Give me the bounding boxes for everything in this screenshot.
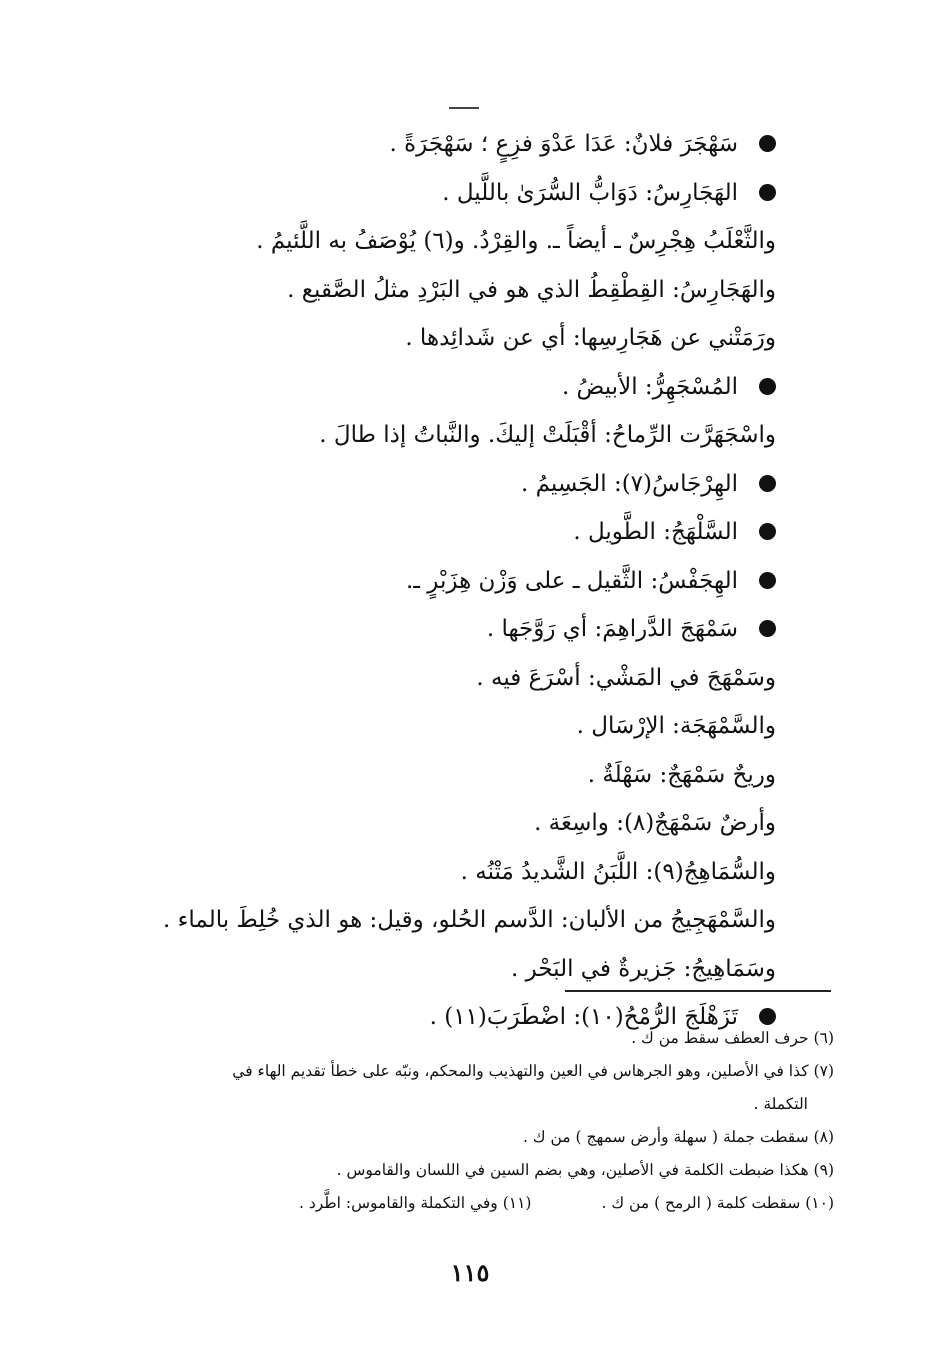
bullet-icon xyxy=(759,475,776,492)
footnote-6: (٦) حرف العطف سقط من ك . xyxy=(631,1029,834,1047)
footnote-11: (١١) وفي التكملة والقاموس: اطَّرد . xyxy=(299,1194,532,1212)
text-line xyxy=(136,605,776,654)
main-text xyxy=(136,120,776,1042)
text-line xyxy=(136,363,776,412)
line-text: والهَجَارِسُ: القِطْقِطُ الذي هو في البَرْدِ مثلُ الصَّقيع . xyxy=(287,276,776,303)
line-text: والسُّمَاهِجُ(٩): اللَّبَنُ الشَّديدُ مَتْنُه . xyxy=(460,858,776,885)
line-text: وأرضٌ سَمْهَجٌ(٨): واسِعَة . xyxy=(534,810,776,836)
bullet-icon xyxy=(759,135,776,152)
line-text: الهِجَفْسُ: الثَّقيل ـ على وَزْن هِزَبْرٍ ـ. xyxy=(405,567,738,594)
line-text: الهَجَارِسُ: دَوَابُّ السُّرَىٰ باللَّيل . xyxy=(442,179,738,206)
text-line xyxy=(136,848,776,897)
line-text: سَمْهَجَ الدَّراهِمَ: أي رَوَّجَها . xyxy=(486,616,738,642)
text-line xyxy=(136,460,776,509)
top-decorative-mark xyxy=(449,107,479,109)
footnote-10: (١٠) سقطت كلمة ( الرمح ) من ك . xyxy=(601,1194,834,1212)
bullet-icon xyxy=(759,572,776,589)
text-line xyxy=(136,266,776,315)
line-text: الهِرْجَاسُ(٧): الجَسِيمُ . xyxy=(521,470,738,497)
text-line xyxy=(136,896,776,945)
bullet-icon xyxy=(759,184,776,201)
text-line xyxy=(136,751,776,800)
footnote-8: (٨) سقطت جملة ( سهلة وأرض سمهج ) من ك . xyxy=(522,1128,834,1146)
footnotes xyxy=(104,1022,834,1220)
text-line xyxy=(136,654,776,703)
footnote-7: (٧) كذا في الأصلين، وهو الجرهاس في العين والتهذيب والمحكم، ونبّه على خطأ تقديم الهاء في xyxy=(232,1062,834,1080)
page-number: ١١٥ xyxy=(450,1258,490,1287)
text-line xyxy=(136,314,776,363)
text-line xyxy=(136,120,776,169)
footnote-9: (٩) هكذا ضبطت الكلمة في الأصلين، وهي بضم السين في اللسان والقاموس . xyxy=(336,1161,834,1179)
line-text: واسْجَهَرَّت الرِّماحُ: أقْبَلَتْ إليكَ. والنَّباتُ إذا طالَ . xyxy=(319,422,776,448)
line-text: والثَّعْلَبُ هِجْرِسٌ ـ أيضاً ـ. والقِرْدُ. و(٦) يُوْصَفُ به اللَّئيمُ . xyxy=(256,228,776,254)
line-text: وسَمَاهِيجُ: جَزيرةٌ في البَحْر . xyxy=(511,955,776,982)
text-line xyxy=(136,702,776,751)
bullet-icon xyxy=(759,378,776,395)
line-text: وريحٌ سَمْهَجٌ: سَهْلَةٌ . xyxy=(587,761,776,788)
text-line xyxy=(136,945,776,994)
line-text: تَزَهْلَجَ الرُّمْحُ(١٠): اضْطَرَبَ(١١) . xyxy=(429,1004,738,1030)
line-text: والسَّمْهَجَة: الإرْسَال . xyxy=(576,713,776,739)
text-line xyxy=(136,508,776,557)
text-line xyxy=(136,557,776,606)
line-text: سَهْجَرَ فلانٌ: عَدَا عَدْوَ فزِعٍ ؛ سَهْجَرَةً . xyxy=(389,131,738,157)
footnote-7-continuation: التكملة . xyxy=(753,1095,808,1113)
line-text: السَّلْهَجُ: الطَّويل . xyxy=(573,519,738,545)
bullet-icon xyxy=(759,523,776,540)
line-text: ورَمَتْني عن هَجَارِسِها: أي عن شَدائِدها . xyxy=(405,325,776,351)
text-line xyxy=(136,169,776,218)
line-text: المُسْجَهِرُّ: الأبيضُ . xyxy=(561,373,738,400)
line-text: والسَّمْهَجِيجُ من الألبان: الدَّسم الحُلو، وقيل: هو الذي خُلِطَ بالماء . xyxy=(162,907,776,933)
footnote-row-10-11 xyxy=(104,1187,834,1220)
text-line xyxy=(136,217,776,266)
text-line xyxy=(136,799,776,848)
footnote-divider xyxy=(565,990,831,992)
line-text: وسَمْهَجَ في المَشْي: أسْرَعَ فيه . xyxy=(476,664,776,691)
bullet-icon xyxy=(759,620,776,637)
text-line xyxy=(136,411,776,460)
